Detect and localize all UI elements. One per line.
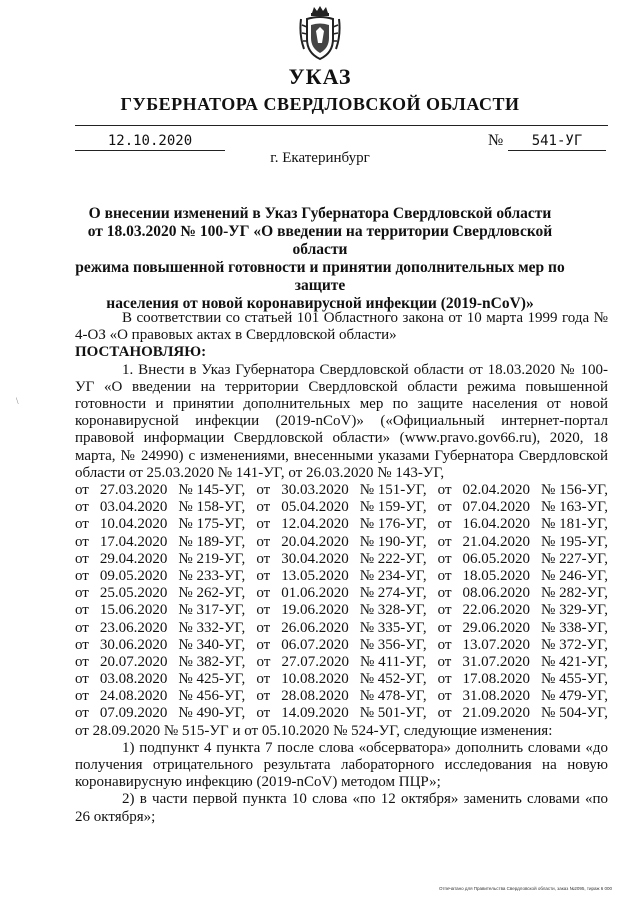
amendment-cell: № 317-УГ, [178,602,246,619]
amendment-cell: № 328-УГ, [359,602,427,619]
amendment-cell: 13.05.2020 [281,567,349,584]
amendment-row [75,705,608,722]
amendment-cell: от [437,602,452,619]
amendment-cell: 24.08.2020 [99,688,168,705]
amendment-cell: 25.05.2020 [99,585,168,602]
amendment-cell: 19.06.2020 [281,602,349,619]
amendment-cell: 31.08.2020 [462,688,531,705]
amendment-cell: 30.04.2020 [281,550,349,567]
amendment-cell: № 227-УГ, [541,550,608,567]
amendment-cell: от [256,619,271,636]
amendment-cell: от [256,499,271,516]
amendment-cell: № 490-УГ, [178,705,246,722]
amendment-cell: 10.08.2020 [281,671,349,688]
amendment-cell: № 246-УГ, [541,567,608,584]
heading-line: О внесении изменений в Указ Губернатора Свердловской области [88,205,552,222]
amendment-cell: № 356-УГ, [359,636,427,653]
amendment-row [75,534,608,551]
amendment-row [75,482,608,499]
amendment-cell: 14.09.2020 [281,705,349,722]
preamble-paragraph: В соответствии со статьей 101 Областного закона от 10 марта 1999 года № 4-ОЗ «О правовых актах в Свердловской области» [75,310,608,344]
subitem-2-paragraph: 2) в части первой пункта 10 слова «по 12 октября» заменить словами «по 26 октября»; [75,791,608,825]
amendment-row [75,568,608,585]
amendment-cell: от [256,533,271,550]
amendment-cell: от [256,705,271,722]
amendment-cell: № 504-УГ, [541,705,608,722]
header-divider [75,125,608,126]
amendment-cell: от [437,516,452,533]
amendment-row [75,602,608,619]
amendment-cell: № 332-УГ, [178,619,246,636]
margin-mark: \ [16,396,19,406]
amendment-cell: № 340-УГ, [178,636,246,653]
amendment-cell: от [437,533,452,550]
amendment-cell: № 329-УГ, [541,602,608,619]
amendment-cell: 21.09.2020 [462,705,531,722]
amendment-cell: 06.05.2020 [462,550,531,567]
amendment-cell: от [437,585,452,602]
amendment-row [75,585,608,602]
amendment-cell: № 262-УГ, [178,585,246,602]
amendment-cell: № 274-УГ, [359,585,427,602]
amendment-cell: от [256,653,271,670]
amendment-cell: 07.09.2020 [99,705,168,722]
amendment-cell: № 282-УГ, [541,585,608,602]
document-body [75,310,608,826]
document-date: 12.10.2020 [75,133,225,151]
amendment-cell: от [256,671,271,688]
amendment-cell: № 189-УГ, [178,533,246,550]
amendment-cell: от [256,688,271,705]
amendment-cell: от [256,567,271,584]
amendment-cell: от [437,671,452,688]
coat-of-arms-emblem [298,5,342,63]
amendment-cell: 08.06.2020 [462,585,531,602]
amendment-cell: 29.04.2020 [99,550,168,567]
amendment-cell: № 479-УГ, [541,688,608,705]
amendment-cell: 23.06.2020 [99,619,168,636]
amendment-cell: от [437,567,452,584]
amendment-cell: № 335-УГ, [359,619,427,636]
print-footer: Отпечатано для Правительства Свердловской области, заказ №2095, тираж 6 000 [438,886,612,891]
amendment-cell: № 425-УГ, [178,671,246,688]
document-city: г. Екатеринбург [270,150,370,166]
amendment-cell: № 372-УГ, [541,636,608,653]
amendment-cell: 21.04.2020 [462,533,531,550]
amendment-cell: от [75,619,89,636]
amendment-cell: № 478-УГ, [359,688,427,705]
amendment-cell: 15.06.2020 [99,602,168,619]
amendment-cell: от [75,585,89,602]
amendment-cell: 17.08.2020 [462,671,531,688]
amendment-cell: № 421-УГ, [540,653,608,670]
amendment-cell: от [75,533,89,550]
amendment-cell: от [75,636,89,653]
amendment-cell: № 501-УГ, [359,705,427,722]
amendment-cell: от [437,499,452,516]
amendment-cell: от [75,550,89,567]
amendment-cell: 12.04.2020 [281,516,349,533]
amendment-cell: № 151-УГ, [359,482,427,499]
amendment-cell: 27.03.2020 [99,482,168,499]
amendment-cell: № 163-УГ, [541,499,608,516]
amendment-cell: 03.04.2020 [99,499,168,516]
amendment-cell: от [437,636,452,653]
amendment-row [75,654,608,671]
amendment-row [75,637,608,654]
amendment-cell: № 233-УГ, [178,567,246,584]
amendment-cell: № 156-УГ, [541,482,608,499]
amendment-row [75,671,608,688]
amendment-cell: № 455-УГ, [541,671,608,688]
amendment-cell: от [437,550,452,567]
amendment-cell: № 452-УГ, [359,671,427,688]
amendment-cell: 28.08.2020 [281,688,349,705]
document-subtitle: ГУБЕРНАТОРА СВЕРДЛОВСКОЙ ОБЛАСТИ [120,94,520,114]
amendment-cell: 29.06.2020 [462,619,531,636]
amendment-cell: 09.05.2020 [99,567,168,584]
decree-word: ПОСТАНОВЛЯЮ: [75,344,207,361]
amendment-cell: от [75,671,89,688]
heading-line: от 18.03.2020 № 100-УГ «О введении на территории Свердловской области [87,223,553,258]
amendment-cell: от [256,585,271,602]
amendment-cell: от [75,516,89,533]
document-number: 541-УГ [508,133,606,151]
amendment-cell: 07.04.2020 [462,499,531,516]
amendment-cell: № 222-УГ, [359,550,427,567]
amendment-cell: 18.05.2020 [462,567,531,584]
document-heading [60,205,580,313]
amendment-cell: 27.07.2020 [281,653,349,670]
amendment-cell: от [437,653,452,670]
amendment-cell: 20.07.2020 [99,653,168,670]
amendment-cell: № 145-УГ, [178,482,246,499]
number-label: № [488,132,504,149]
amendment-cell: № 382-УГ, [178,653,246,670]
amendment-cell: 26.06.2020 [281,619,349,636]
amendment-cell: от [437,705,452,722]
amendment-cell: № 190-УГ, [359,533,427,550]
amendment-cell: 10.04.2020 [99,516,168,533]
amendment-cell: 17.04.2020 [99,533,168,550]
amendments-list [75,482,608,723]
amendment-cell: от [256,482,271,499]
amendment-cell: от [256,636,271,653]
amendment-row [75,499,608,516]
amendment-row [75,688,608,705]
amendment-row [75,516,608,533]
amendment-cell: от [256,550,271,567]
amendment-cell: № 175-УГ, [178,516,246,533]
amendment-cell: от [437,482,452,499]
item-1-paragraph: 1. Внести в Указ Губернатора Свердловской области от 18.03.2020 № 100-УГ «О введении на территории Свердловской области режима повышенной готовности и принятии дополнительных мер по защите населения от новой коронавирусной инфекции (2019-nCoV)» («Официальный интернет-портал правовой информации Свердловской области» (www.pravo.gov66.ru), 2020, 18 марта, № 24990) с изменениями, внесенными указами Губернатора Свердловской области от 25.03.2020 № 141-УГ, от 26.03.2020 № 143-УГ, [75,361,608,481]
amendment-cell: № 411-УГ, [360,653,427,670]
amendment-cell: от [75,688,89,705]
amendments-tail: от 28.09.2020 № 515-УГ и от 05.10.2020 № 524-УГ, следующие изменения: [75,722,553,739]
amendment-cell: № 159-УГ, [359,499,427,516]
amendment-cell: от [75,653,89,670]
amendment-cell: 05.04.2020 [281,499,349,516]
amendment-cell: от [256,516,271,533]
amendment-cell: от [75,482,89,499]
amendment-row [75,551,608,568]
amendment-cell: № 338-УГ, [541,619,608,636]
amendment-cell: № 158-УГ, [178,499,246,516]
amendment-cell: от [75,602,89,619]
amendment-cell: 30.06.2020 [99,636,168,653]
amendment-cell: № 219-УГ, [178,550,246,567]
amendment-row [75,620,608,637]
amendment-cell: от [437,619,452,636]
amendment-cell: 30.03.2020 [281,482,349,499]
amendment-cell: № 234-УГ, [359,567,427,584]
amendment-cell: от [437,688,452,705]
amendment-cell: № 195-УГ, [541,533,608,550]
subitem-1-paragraph: 1) подпункт 4 пункта 7 после слова «обсерватора» дополнить словами «до получения отрицательного результата лабораторного исследования на новую коронавирусную инфекцию (2019-nCoV) методом ПЦР»; [75,739,608,791]
amendment-cell: 03.08.2020 [99,671,168,688]
amendment-cell: от [75,567,89,584]
amendment-cell: 16.04.2020 [462,516,531,533]
amendment-cell: 02.04.2020 [462,482,531,499]
amendment-cell: от [75,705,89,722]
heading-line: населения от новой коронавирусной инфекции (2019-nCoV)» [106,295,534,312]
amendment-cell: 13.07.2020 [462,636,531,653]
amendment-cell: от [75,499,89,516]
amendment-cell: 06.07.2020 [281,636,349,653]
amendment-cell: 20.04.2020 [281,533,349,550]
amendment-cell: от [256,602,271,619]
heading-line: режима повышенной готовности и принятии дополнительных мер по защите [75,259,565,294]
amendment-cell: № 181-УГ, [541,516,608,533]
amendment-cell: 31.07.2020 [462,653,530,670]
document-title: УКАЗ [288,64,352,89]
amendment-cell: 22.06.2020 [462,602,531,619]
amendment-cell: № 456-УГ, [178,688,246,705]
amendment-cell: 01.06.2020 [281,585,349,602]
amendment-cell: № 176-УГ, [359,516,427,533]
